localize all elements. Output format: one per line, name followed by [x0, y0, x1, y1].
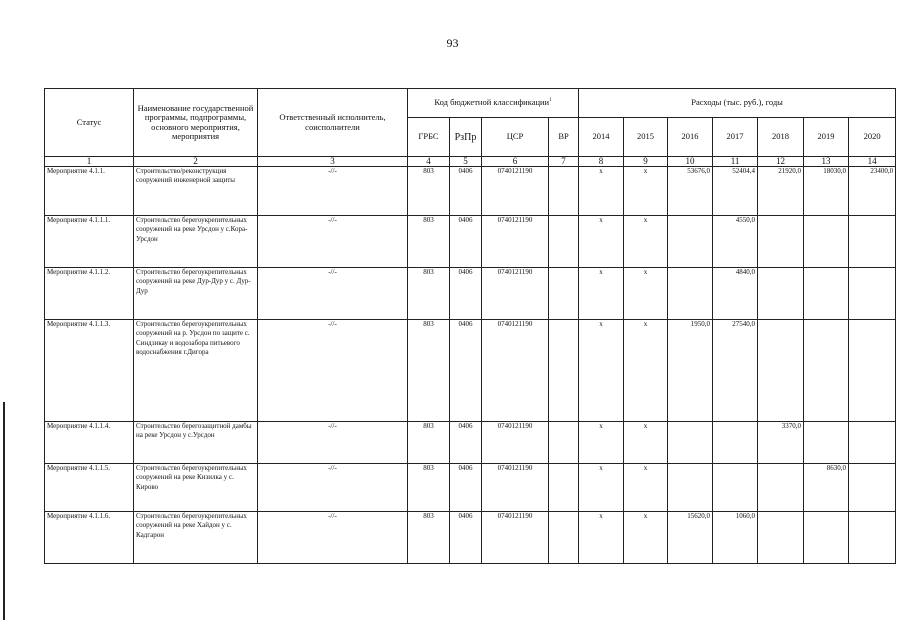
cell-vr	[549, 216, 579, 268]
header-year-2018: 2018	[758, 118, 804, 157]
cell-rzpr: 0406	[450, 167, 482, 216]
cell-2016	[668, 422, 713, 464]
margin-scan-mark	[3, 402, 5, 620]
cell-status: Мероприятие 4.1.1.6.	[45, 512, 134, 564]
cell-name: Строительство берегоукрепительных сооружений на реке Дур-Дур у с. Дур-Дур	[134, 268, 258, 320]
table-row	[45, 464, 896, 512]
cell-executor: -//-	[258, 512, 408, 564]
column-number: 11	[713, 157, 758, 167]
cell-2015: х	[624, 422, 668, 464]
header-rzpr: РзПр	[450, 118, 482, 157]
column-number: 6	[482, 157, 549, 167]
cell-name: Строительство берегоукрепительных сооружений на реке Кизилка у с. Кирово	[134, 464, 258, 512]
cell-csr: 0740121190	[482, 422, 549, 464]
budget-table	[44, 88, 896, 564]
column-number: 1	[45, 157, 134, 167]
header-name: Наименование государственной программы, подпрограммы, основного мероприятия, мероприятия	[134, 89, 258, 157]
cell-rzpr: 0406	[450, 216, 482, 268]
cell-2014: х	[579, 512, 624, 564]
cell-vr	[549, 320, 579, 422]
cell-name: Строительство берегоукрепительных сооружений на реке Урсдон у с.Кора-Урсдон	[134, 216, 258, 268]
cell-2018: 3370,0	[758, 422, 804, 464]
cell-2019	[804, 320, 849, 422]
header-year-2017: 2017	[713, 118, 758, 157]
cell-2019	[804, 268, 849, 320]
cell-2020: 23400,0	[849, 167, 896, 216]
cell-status: Мероприятие 4.1.1.4.	[45, 422, 134, 464]
cell-executor: -//-	[258, 464, 408, 512]
cell-2017: 4840,0	[713, 268, 758, 320]
cell-name: Строительство берегозащитной дамбы на реке Урсдон у с.Урсдон	[134, 422, 258, 464]
cell-name: Строительство берегоукрепительных сооружений на реке Хайдон у с. Кадгарон	[134, 512, 258, 564]
cell-csr: 0740121190	[482, 320, 549, 422]
cell-executor: -//-	[258, 167, 408, 216]
cell-2014: х	[579, 422, 624, 464]
table-row	[45, 216, 896, 268]
cell-2018: 21920,0	[758, 167, 804, 216]
cell-executor: -//-	[258, 422, 408, 464]
cell-2020	[849, 216, 896, 268]
cell-2017	[713, 464, 758, 512]
cell-2015: х	[624, 512, 668, 564]
cell-2016	[668, 464, 713, 512]
cell-2020	[849, 422, 896, 464]
cell-status: Мероприятие 4.1.1.2.	[45, 268, 134, 320]
page-number: 93	[446, 36, 459, 50]
header-status: Статус	[45, 89, 134, 157]
cell-name: Строительство берегоукрепительных сооружений на р. Урсдон по защите с. Синдзикау и водозабора питьевого водоснабжения г.Дигора	[134, 320, 258, 422]
cell-2016: 1950,0	[668, 320, 713, 422]
cell-2014: х	[579, 167, 624, 216]
cell-2018	[758, 512, 804, 564]
cell-vr	[549, 422, 579, 464]
cell-grbs: 803	[408, 268, 450, 320]
cell-2019	[804, 216, 849, 268]
column-number: 4	[408, 157, 450, 167]
cell-2018	[758, 268, 804, 320]
column-number: 14	[849, 157, 896, 167]
cell-2018	[758, 464, 804, 512]
header-budget-code-footnote: 1	[549, 98, 552, 104]
cell-2018	[758, 216, 804, 268]
cell-csr: 0740121190	[482, 464, 549, 512]
cell-2020	[849, 268, 896, 320]
table-row	[45, 320, 896, 422]
cell-vr	[549, 512, 579, 564]
cell-csr: 0740121190	[482, 167, 549, 216]
header-vr: ВР	[549, 118, 579, 157]
column-number: 9	[624, 157, 668, 167]
cell-csr: 0740121190	[482, 216, 549, 268]
cell-2014: х	[579, 268, 624, 320]
header-budget-code	[408, 89, 579, 118]
column-number: 2	[134, 157, 258, 167]
cell-2019: 8630,0	[804, 464, 849, 512]
header-year-2016: 2016	[668, 118, 713, 157]
cell-2020	[849, 320, 896, 422]
cell-rzpr: 0406	[450, 464, 482, 512]
cell-2014: х	[579, 216, 624, 268]
header-year-2015: 2015	[624, 118, 668, 157]
cell-2019	[804, 422, 849, 464]
header-expenses: Расходы (тыс. руб.), годы	[579, 89, 896, 118]
cell-2015: х	[624, 320, 668, 422]
cell-status: Мероприятие 4.1.1.1.	[45, 216, 134, 268]
column-number: 8	[579, 157, 624, 167]
header-year-2020: 2020	[849, 118, 896, 157]
cell-grbs: 803	[408, 320, 450, 422]
column-number: 10	[668, 157, 713, 167]
cell-executor: -//-	[258, 320, 408, 422]
cell-vr	[549, 464, 579, 512]
cell-2018	[758, 320, 804, 422]
column-number: 3	[258, 157, 408, 167]
cell-2016: 53676,0	[668, 167, 713, 216]
cell-grbs: 803	[408, 167, 450, 216]
cell-2016	[668, 268, 713, 320]
cell-rzpr: 0406	[450, 268, 482, 320]
cell-grbs: 803	[408, 512, 450, 564]
cell-2017: 52404,4	[713, 167, 758, 216]
cell-grbs: 803	[408, 422, 450, 464]
header-executor: Ответственный исполнитель, соисполнители	[258, 89, 408, 157]
table-row	[45, 268, 896, 320]
cell-2015: х	[624, 464, 668, 512]
table-row	[45, 512, 896, 564]
cell-2019	[804, 512, 849, 564]
table-row	[45, 422, 896, 464]
cell-rzpr: 0406	[450, 512, 482, 564]
cell-name: Строительство/реконструкция сооружений инженерной защиты	[134, 167, 258, 216]
cell-2017	[713, 422, 758, 464]
cell-2020	[849, 464, 896, 512]
cell-status: Мероприятие 4.1.1.5.	[45, 464, 134, 512]
column-number: 7	[549, 157, 579, 167]
cell-2019: 18030,0	[804, 167, 849, 216]
cell-2016: 15620,0	[668, 512, 713, 564]
cell-2017: 4550,0	[713, 216, 758, 268]
column-number: 5	[450, 157, 482, 167]
cell-2017: 1060,0	[713, 512, 758, 564]
column-number: 13	[804, 157, 849, 167]
cell-vr	[549, 268, 579, 320]
cell-2015: х	[624, 216, 668, 268]
header-year-2019: 2019	[804, 118, 849, 157]
cell-status: Мероприятие 4.1.1.	[45, 167, 134, 216]
cell-status: Мероприятие 4.1.1.3.	[45, 320, 134, 422]
cell-grbs: 803	[408, 216, 450, 268]
cell-2017: 27540,0	[713, 320, 758, 422]
cell-rzpr: 0406	[450, 320, 482, 422]
cell-2020	[849, 512, 896, 564]
cell-2014: х	[579, 464, 624, 512]
table-row	[45, 167, 896, 216]
header-csr: ЦСР	[482, 118, 549, 157]
header-grbs: ГРБС	[408, 118, 450, 157]
column-number-row	[45, 157, 896, 167]
header-year-2014: 2014	[579, 118, 624, 157]
cell-executor: -//-	[258, 268, 408, 320]
cell-csr: 0740121190	[482, 268, 549, 320]
cell-2014: х	[579, 320, 624, 422]
cell-grbs: 803	[408, 464, 450, 512]
header-budget-code-text: Код бюджетной классификации	[434, 97, 550, 108]
cell-executor: -//-	[258, 216, 408, 268]
cell-csr: 0740121190	[482, 512, 549, 564]
cell-vr	[549, 167, 579, 216]
column-number: 12	[758, 157, 804, 167]
cell-rzpr: 0406	[450, 422, 482, 464]
cell-2015: х	[624, 268, 668, 320]
cell-2016	[668, 216, 713, 268]
cell-2015: х	[624, 167, 668, 216]
